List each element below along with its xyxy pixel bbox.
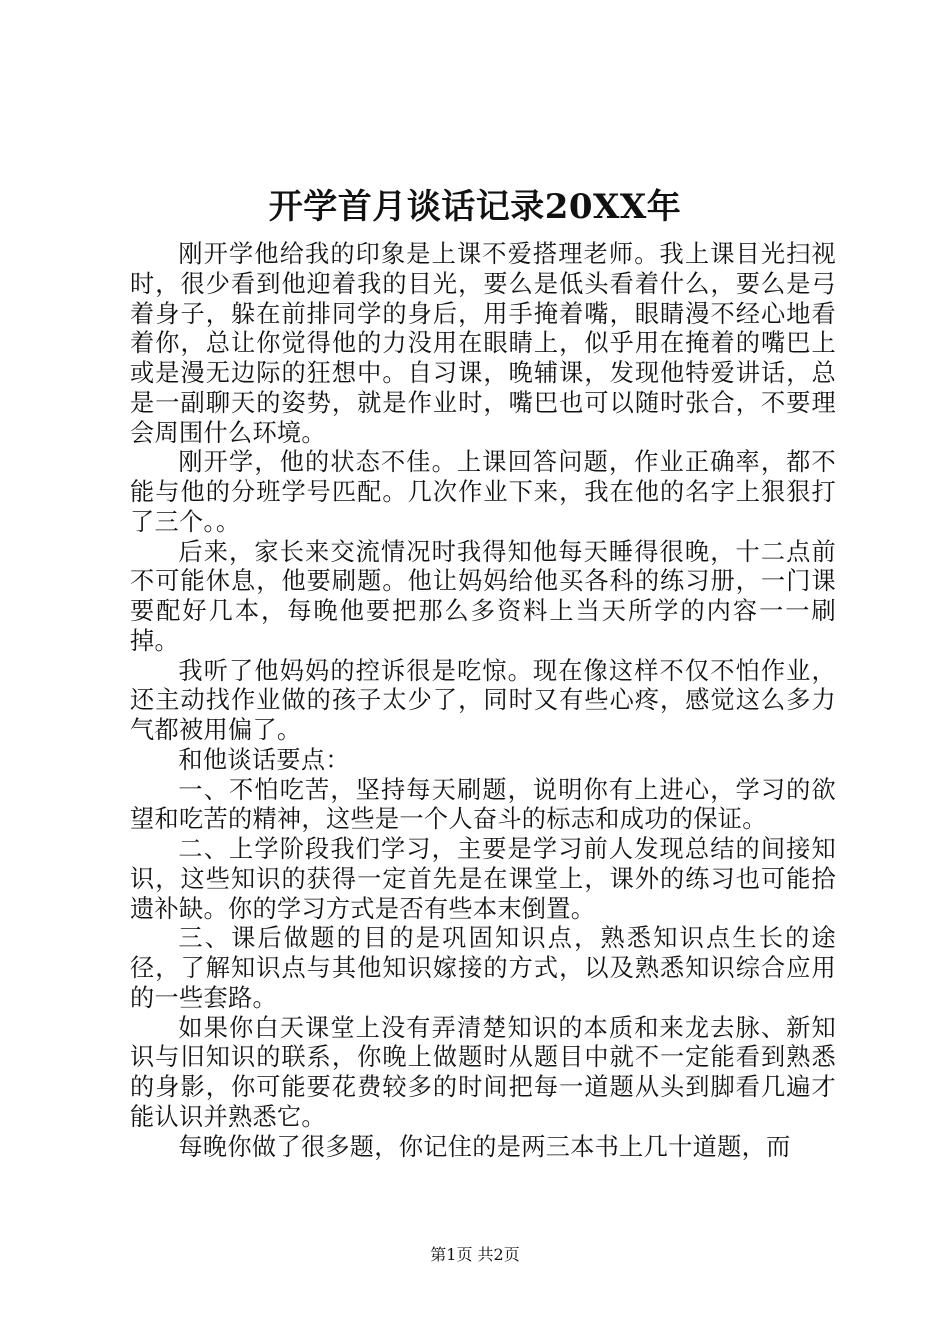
paragraph-7: 二、上学阶段我们学习，主要是学习前人发现总结的间接知识，这些知识的获得一定首先是在课堂上，课外的练习也可能拾遗补缺。你的学习方式是否有些本末倒置。	[130, 835, 836, 923]
paragraph-2: 刚开学，他的状态不佳。上课回答问题，作业正确率，都不能与他的分班学号匹配。几次作业下来，我在他的名字上狠狠打了三个。。	[130, 448, 836, 536]
paragraph-8: 三、课后做题的目的是巩固知识点，熟悉知识点生长的途径，了解知识点与其他知识嫁接的方式，以及熟悉知识综合应用的一些套路。	[130, 924, 836, 1012]
paragraph-6: 一、不怕吃苦，坚持每天刷题，说明你有上进心，学习的欲望和吃苦的精神，这些是一个人奋斗的标志和成功的保证。	[130, 775, 836, 834]
paragraph-1: 刚开学他给我的印象是上课不爱搭理老师。我上课目光扫视时，很少看到他迎着我的目光，要么是低头看着什么，要么是弓着身子，躲在前排同学的身后，用手掩着嘴，眼睛漫不经心地看着你，总让你觉得他的力没用在眼睛上，似乎用在掩着的嘴巴上或是漫无边际的狂想中。自习课，晚辅课，发现他特爱讲话，总是一副聊天的姿势，就是作业时，嘴巴也可以随时张合，不要理会周围什么环境。	[130, 240, 836, 447]
document-body	[130, 240, 836, 1162]
paragraph-5: 和他谈话要点：	[178, 745, 350, 774]
paragraph-9: 如果你白天课堂上没有弄清楚知识的本质和来龙去脉、新知识与旧知识的联系，你晚上做题时从题目中就不一定能看到熟悉的身影，你可能要花费较多的时间把每一道题从头到脚看几遍才能认识并熟悉它。	[130, 1013, 836, 1131]
paragraph-4: 我听了他妈妈的控诉很是吃惊。现在像这样不仅不怕作业，还主动找作业做的孩子太少了，同时又有些心疼，感觉这么多力气都被用偏了。	[130, 656, 836, 744]
paragraph-10: 每晚你做了很多题，你记住的是两三本书上几十道题，而	[178, 1132, 791, 1161]
document-title: 开学首月谈话记录20XX年	[268, 187, 682, 227]
paragraph-3: 后来，家长来交流情况时我得知他每天睡得很晚，十二点前不可能休息，他要刷题。他让妈妈给他买各科的练习册，一门课要配好几本，每晚他要把那么多资料上当天所学的内容一一刷掉。	[130, 537, 836, 655]
page-number-footer: 第1页 共2页	[430, 1245, 520, 1264]
